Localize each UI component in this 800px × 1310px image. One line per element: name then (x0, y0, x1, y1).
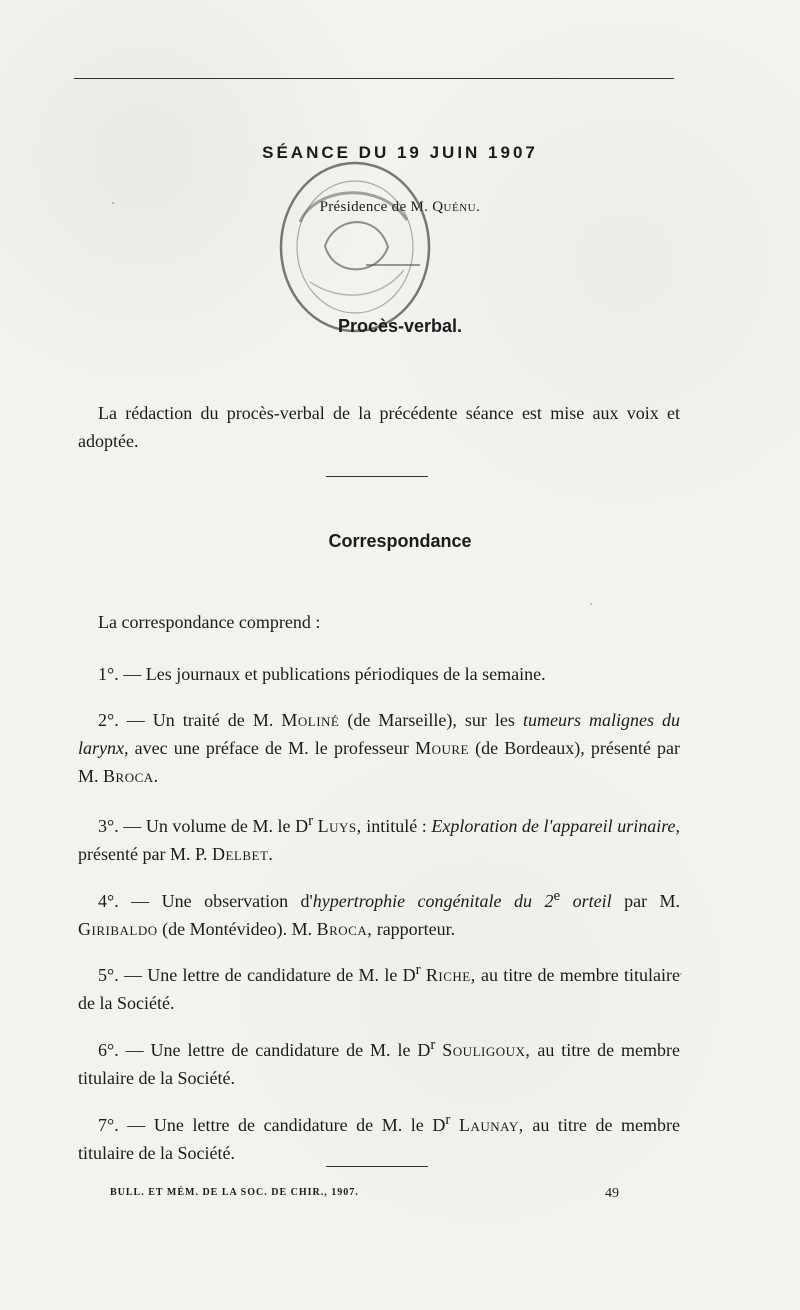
item-dash: — (131, 891, 150, 911)
item-text-part: Une lettre de candidature de M. le D (153, 1115, 446, 1135)
item-number: 7°. (98, 1115, 119, 1135)
item-dash: — (123, 816, 142, 836)
item-text-part: par M. (624, 891, 681, 911)
item-number: 3°. (98, 816, 119, 836)
stamp-outer-ring (281, 163, 429, 331)
correspondence-item-1 (78, 660, 680, 688)
stamp-center-mark (325, 222, 388, 269)
correspondence-item-2 (78, 706, 680, 790)
stamp-lower-stroke (310, 270, 404, 295)
author-name: Delbet. (211, 844, 274, 864)
session-title: SÉANCE DU 19 JUIN 1907 (262, 143, 538, 162)
item-number: 4°. (98, 891, 119, 911)
stamp-inner-ring (297, 181, 413, 313)
author-name: Moliné (281, 710, 340, 730)
item-text-part: Un volume de M. le D (145, 816, 309, 836)
correspondence-intro: La correspondance comprend : (98, 612, 321, 632)
item-number: 2°. (98, 710, 119, 730)
minutes-paragraph: La rédaction du procès-verbal de la précédente séance est mise aux voix et adoptée. (78, 403, 680, 451)
author-name: Luys, (317, 816, 362, 836)
running-title: BULL. ET MÉM. DE LA SOC. DE CHIR., 1907. (110, 1187, 359, 1198)
author-name: Moure (415, 738, 469, 758)
page-number: 49 (605, 1186, 619, 1201)
item-text-part: (de Montévideo). M. (162, 919, 313, 939)
presidency-prefix: Présidence de M. (319, 199, 429, 215)
author-name: Souligoux, (442, 1040, 531, 1060)
italic-title: Exploration de l'appareil urinaire, (431, 816, 681, 836)
bottom-rule (326, 1166, 428, 1167)
item-text-part: Une observation d' (161, 891, 313, 911)
italic-number: 2 (544, 891, 554, 911)
item-number: 5°. (98, 965, 119, 985)
author-name: Broca, (316, 919, 373, 939)
item-text-part: au titre de membre titulaire de la Société. (78, 1040, 681, 1088)
minutes-heading: Procès-verbal. (337, 316, 463, 336)
author-name: Riche, (425, 965, 476, 985)
item-text-part: Une lettre de candidature de M. le D (150, 1040, 431, 1060)
doctor-superscript: r (415, 962, 421, 978)
item-dash: — (123, 965, 142, 985)
item-text-part: Un traité de M. (152, 710, 274, 730)
item-text-part: (de Marseille), sur les (347, 710, 515, 730)
doctor-superscript: r (430, 1037, 436, 1053)
correspondence-item-4 (78, 882, 680, 943)
correspondence-title: Correspondance (328, 531, 472, 551)
item-text-part: (de Bordeaux), présenté par M. (78, 738, 681, 786)
item-text-part: présenté par M. P. (78, 844, 208, 864)
library-stamp (270, 152, 440, 342)
middle-rule (326, 476, 428, 477)
italic-title: tumeurs malignes du larynx, (78, 710, 681, 758)
correspondence-item-5 (78, 956, 680, 1017)
item-text: Les journaux et publications périodiques de la semaine. (145, 664, 546, 684)
item-text-part: Une lettre de candidature de M. le D (147, 965, 416, 985)
library-stamp-drawing (270, 152, 440, 342)
item-dash: — (126, 710, 145, 730)
item-text-part: rapporteur. (376, 919, 456, 939)
item-text-part: avec une préface de M. le professeur (134, 738, 409, 758)
item-text-part: au titre de membre titulaire de la Société. (78, 965, 681, 1013)
correspondence-item-6 (78, 1031, 680, 1092)
ordinal-superscript: e (553, 888, 561, 904)
author-name: Giribaldo (78, 919, 158, 939)
stamp-upper-stroke (300, 193, 407, 222)
top-rule (74, 78, 674, 79)
item-dash: — (127, 1115, 146, 1135)
scan-speck (112, 202, 114, 204)
item-number: 1°. (98, 664, 119, 684)
author-name: Broca. (103, 766, 159, 786)
italic-title: orteil (572, 891, 612, 911)
author-name: Launay, (458, 1115, 524, 1135)
item-dash: — (125, 1040, 144, 1060)
scan-speck (680, 973, 682, 975)
item-text-part: au titre de membre titulaire de la Société. (78, 1115, 681, 1163)
italic-title: hypertrophie congénitale du (312, 891, 532, 911)
correspondence-item-7 (78, 1106, 680, 1167)
scan-speck (590, 603, 592, 605)
doctor-superscript: r (445, 1112, 451, 1128)
item-dash: — (123, 664, 142, 684)
item-number: 6°. (98, 1040, 119, 1060)
presidency-name: Quénu. (432, 199, 481, 215)
doctor-superscript: r (308, 813, 314, 829)
correspondence-item-3 (78, 807, 680, 868)
item-text-part: intitulé : (366, 816, 427, 836)
